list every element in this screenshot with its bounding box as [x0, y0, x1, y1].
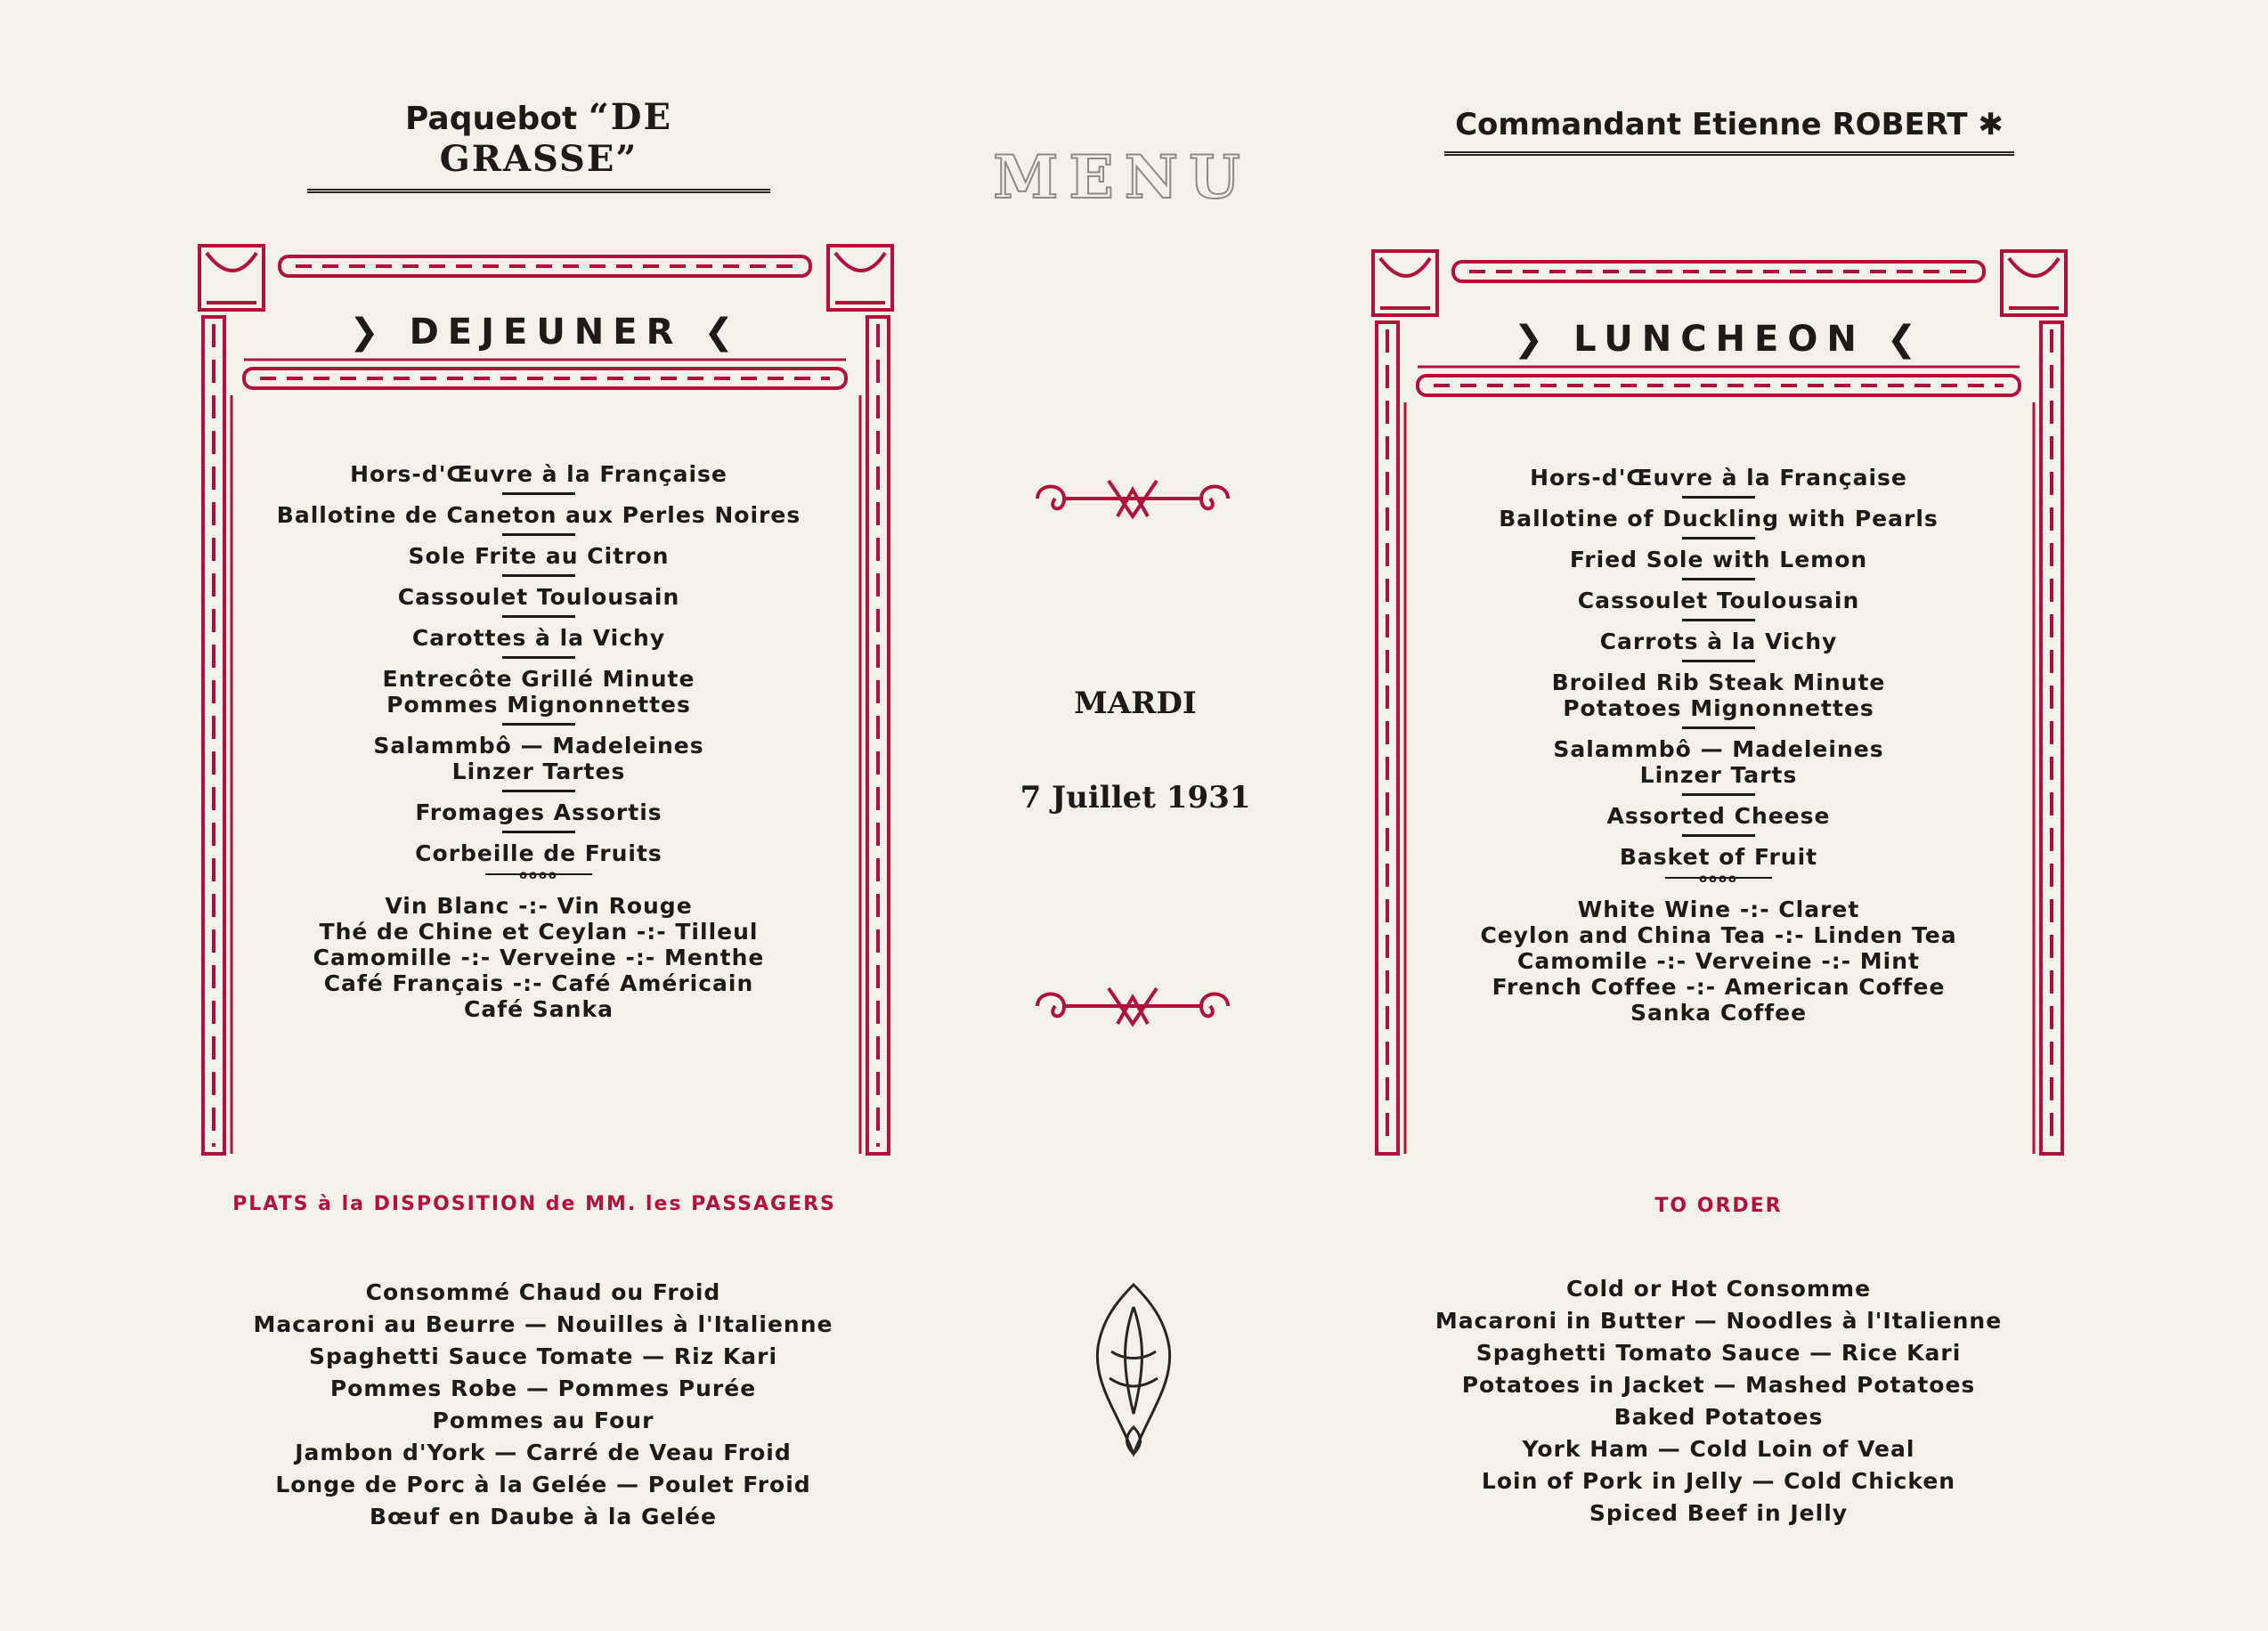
menu-item: Hors-d'Œuvre à la Française	[1530, 465, 1907, 491]
luncheon-title-text: LUNCHEON	[1573, 319, 1866, 360]
commander-name: Commandant Etienne ROBERT ✱	[1444, 107, 2014, 156]
drinks-line: Café Français -:- Café Américain	[323, 970, 754, 996]
dejeuner-menu	[240, 461, 837, 1022]
separator	[502, 574, 575, 577]
menu-item: Carottes à la Vichy	[411, 625, 666, 651]
separator	[502, 656, 575, 659]
separator	[1682, 619, 1755, 621]
order-item: Spiced Beef in Jelly	[1589, 1500, 1849, 1526]
order-item: Pommes Robe — Pommes Purée	[329, 1375, 757, 1401]
menu-item: Salammbô — Madeleines Linzer Tartes	[373, 733, 704, 784]
drinks-line: Thé de Chine et Ceylan -:- Tilleul	[319, 919, 759, 945]
menu-item: Broiled Rib Steak Minute Potatoes Mignonnettes	[1551, 669, 1886, 721]
dotted-separator	[1665, 877, 1772, 888]
order-item: Consommé Chaud ou Froid	[365, 1279, 721, 1305]
bottom-scroll-ornament-icon	[1020, 979, 1246, 1036]
drinks-line: White Wine -:- Claret	[1577, 897, 1860, 922]
drinks-line: Camomile -:- Verveine -:- Mint	[1517, 948, 1920, 974]
separator	[1682, 793, 1755, 796]
separator	[502, 615, 575, 618]
order-item: Potatoes in Jacket — Mashed Potatoes	[1461, 1372, 1976, 1398]
art-nouveau-ornament-icon	[1085, 1280, 1183, 1462]
drinks-list	[1420, 897, 2017, 1026]
dejeuner-title	[294, 312, 798, 353]
order-item: Spaghetti Tomato Sauce — Rice Kari	[1475, 1340, 1962, 1366]
separator	[1682, 578, 1755, 580]
order-item: Baked Potatoes	[1614, 1404, 1824, 1430]
separator	[502, 790, 575, 792]
order-item: Macaroni au Beurre — Nouilles à l'Italienne	[253, 1311, 833, 1337]
left-bird-ornament-icon: ❯	[1513, 319, 1553, 360]
right-leaf-ornament-icon: ❮	[1886, 319, 1926, 360]
drinks-line: French Coffee -:- American Coffee	[1492, 974, 1946, 1000]
menu-item: Sole Frite au Citron	[408, 543, 670, 569]
separator	[1682, 834, 1755, 837]
left-order-heading: PLATS à la DISPOSITION de MM. les PASSAGERS	[232, 1193, 836, 1215]
luncheon-title	[1467, 319, 1971, 360]
separator	[502, 831, 575, 833]
separator	[1682, 537, 1755, 540]
menu-item: Ballotine de Caneton aux Perles Noires	[276, 502, 801, 528]
drinks-line: Vin Blanc -:- Vin Rouge	[385, 893, 693, 919]
menu-heading: MENU	[993, 142, 1251, 212]
left-bird-ornament-icon: ❯	[349, 312, 388, 353]
drinks-line: Ceylon and China Tea -:- Linden Tea	[1480, 922, 1957, 948]
order-item: Pommes au Four	[432, 1408, 654, 1433]
order-item: Cold or Hot Consomme	[1565, 1276, 1872, 1302]
drinks-list	[240, 893, 837, 1022]
menu-item: Basket of Fruit	[1619, 844, 1818, 870]
order-item: Loin of Pork in Jelly — Cold Chicken	[1481, 1468, 1956, 1494]
menu-item: Corbeille de Fruits	[415, 840, 663, 866]
menu-item: Carrots à la Vichy	[1599, 629, 1838, 654]
order-item: York Ham — Cold Loin of Veal	[1522, 1436, 1915, 1462]
menu-item: Cassoulet Toulousain	[1577, 588, 1860, 613]
day-label: MARDI	[1074, 686, 1197, 721]
luncheon-menu	[1420, 465, 2017, 1026]
separator	[1682, 726, 1755, 729]
menu-item: Cassoulet Toulousain	[397, 584, 680, 610]
right-leaf-ornament-icon: ❮	[703, 312, 743, 353]
ship-prefix: Paquebot	[405, 101, 578, 137]
dejeuner-title-text: DEJEUNER	[409, 312, 683, 353]
separator	[1682, 496, 1755, 499]
right-order-heading: TO ORDER	[1654, 1195, 1783, 1217]
ship-title	[307, 96, 770, 193]
separator	[502, 533, 575, 536]
menu-item: Fried Sole with Lemon	[1569, 547, 1868, 572]
menu-item: Entrecôte Grillé Minute Pommes Mignonnettes	[382, 666, 695, 718]
menu-item: Fromages Assortis	[415, 799, 663, 825]
ship-name: “DE GRASSE”	[439, 96, 672, 180]
order-item: Macaroni in Butter — Noodles à l'Italienne	[1435, 1308, 2003, 1334]
drinks-line: Café Sanka	[464, 996, 614, 1022]
separator	[502, 492, 575, 495]
right-order-list	[1353, 1273, 2084, 1530]
drinks-line: Sanka Coffee	[1630, 1000, 1808, 1026]
order-item: Spaghetti Sauce Tomate — Riz Kari	[308, 1343, 778, 1369]
order-item: Longe de Porc à la Gelée — Poulet Froid	[275, 1472, 811, 1497]
menu-item: Hors-d'Œuvre à la Française	[350, 461, 728, 487]
menu-item: Salammbô — Madeleines Linzer Tarts	[1553, 736, 1884, 788]
left-order-list	[178, 1277, 908, 1533]
menu-item: Assorted Cheese	[1606, 803, 1831, 829]
order-item: Bœuf en Daube à la Gelée	[370, 1504, 717, 1530]
order-item: Jambon d'York — Carré de Veau Froid	[295, 1440, 792, 1465]
dotted-separator	[485, 873, 592, 884]
top-scroll-ornament-icon	[1020, 472, 1246, 529]
drinks-line: Camomille -:- Verveine -:- Menthe	[313, 945, 765, 970]
date-label: 7 Juillet 1931	[1020, 780, 1251, 816]
separator	[1682, 660, 1755, 662]
menu-item: Ballotine of Duckling with Pearls	[1499, 506, 1939, 531]
separator	[502, 723, 575, 726]
